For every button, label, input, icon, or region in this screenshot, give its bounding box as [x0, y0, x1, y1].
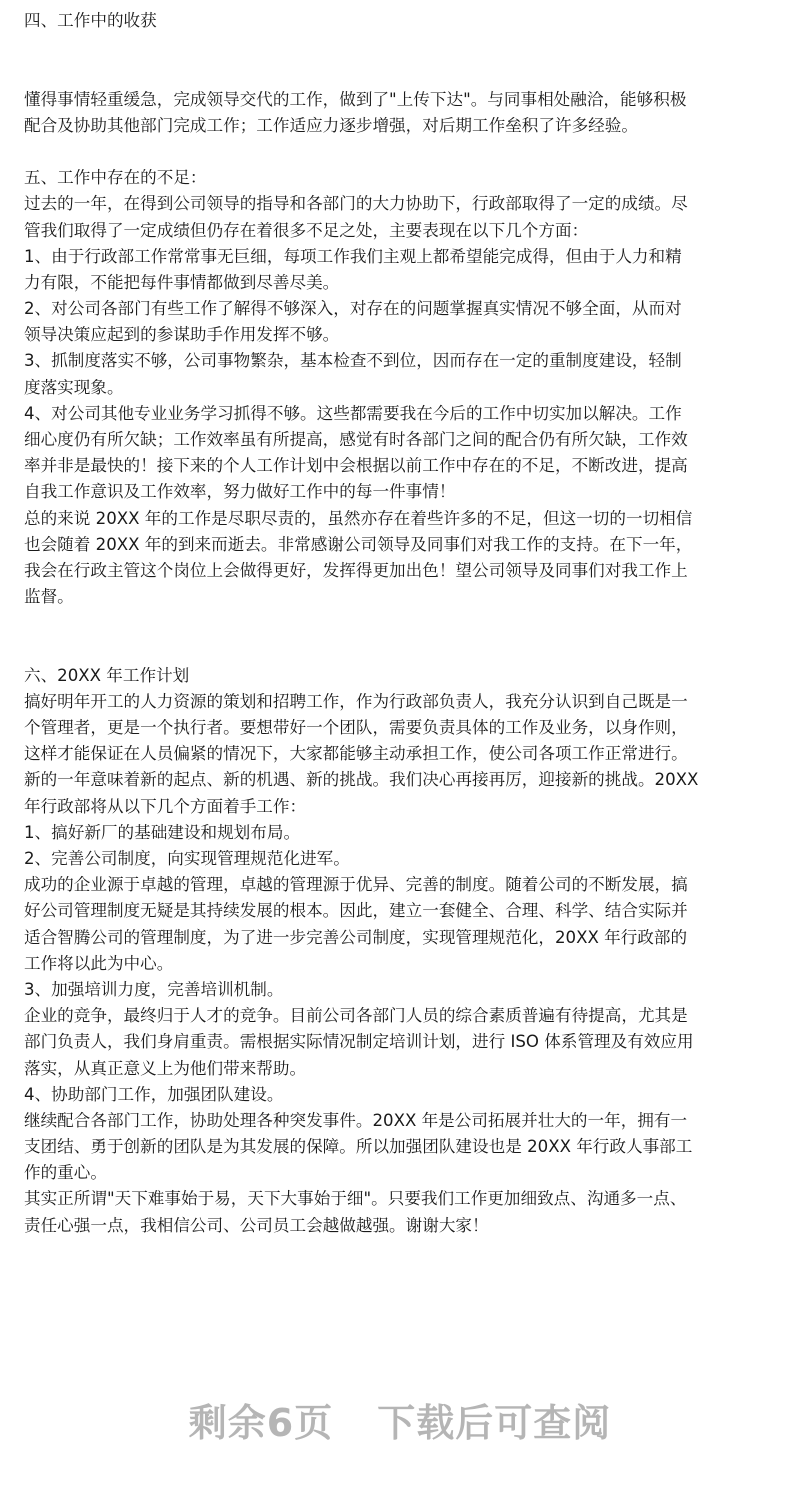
text-line: 我会在行政主管这个岗位上会做得更好，发挥得更加出色！望公司领导及同事们对我工作上	[24, 560, 688, 580]
text-line: 作的重心。	[24, 1163, 107, 1183]
text-line: 支团结、勇于创新的团队是为其发展的保障。所以加强团队建设也是 20XX 年行政人事部工	[24, 1137, 693, 1157]
text-line: 细心度仍有所欠缺；工作效率虽有所提高，感觉有时各部门之间的配合仍有所欠缺，工作效	[24, 430, 688, 450]
text-line: 企业的竞争，最终归于人才的竞争。目前公司各部门人员的综合素质普遍有待提高，尤其是	[24, 1006, 688, 1026]
text-line: 管我们取得了一定成绩但仍存在着很多不足之处，主要表现在以下几个方面：	[24, 220, 589, 240]
spacer	[24, 34, 780, 86]
text-line: 个管理者，更是一个执行者。要想带好一个团队，需要负责具体的工作及业务，以身作则，	[24, 718, 688, 738]
text-line: 自我工作意识及工作效率，努力做好工作中的每一件事情！	[24, 482, 456, 502]
text-line: 2、对公司各部门有些工作了解得不够深入，对存在的问题掌握真实情况不够全面，从而对	[24, 299, 682, 319]
spacer	[24, 610, 780, 662]
download-to-view-label: 下载后可查阅	[377, 1401, 612, 1445]
spacer	[24, 139, 780, 165]
text-line: 1、搞好新厂的基础建设和规划布局。	[24, 822, 301, 842]
text-line: 懂得事情轻重缓急，完成领导交代的工作，做到了"上传下达"。与同事相处融洽，能够积极	[24, 89, 687, 109]
text-line: 2、完善公司制度，向实现管理规范化进军。	[24, 849, 350, 869]
text-line: 适合智腾公司的管理制度，为了进一步完善公司制度，实现管理规范化，20XX 年行政部的	[24, 927, 688, 947]
text-line: 力有限，不能把每件事情都做到尽善尽美。	[24, 272, 340, 292]
text-line: 过去的一年，在得到公司领导的指导和各部门的大力协助下，行政部取得了一定的成绩。尽	[24, 194, 688, 214]
text-line: 率并非是最快的！接下来的个人工作计划中会根据以前工作中存在的不足，不断改进，提高	[24, 456, 688, 476]
section5-heading: 五、工作中存在的不足：	[24, 168, 207, 188]
text-line: 成功的企业源于卓越的管理，卓越的管理源于优异、完善的制度。随着公司的不断发展，搞	[24, 875, 688, 895]
text-line: 工作将以此为中心。	[24, 953, 174, 973]
section4-paragraph	[24, 87, 780, 139]
text-line: 4、协助部门工作，加强团队建设。	[24, 1084, 284, 1104]
text-line: 领导决策应起到的参谋助手作用发挥不够。	[24, 325, 340, 345]
text-line: 好公司管理制度无疑是其持续发展的根本。因此，建立一套健全、合理、科学、结合实际并	[24, 901, 688, 921]
remaining-pages-label: 剩余6页	[188, 1401, 334, 1445]
text-line: 度落实现象。	[24, 377, 124, 397]
text-line: 配合及协助其他部门完成工作；工作适应力逐步增强，对后期工作垒积了许多经验。	[24, 115, 638, 135]
text-line: 1、由于行政部工作常常事无巨细，每项工作我们主观上都希望能完成得，但由于人力和精	[24, 246, 682, 266]
text-line: 这样才能保证在人员偏紧的情况下，大家都能够主动承担工作，使公司各项工作正常进行。	[24, 744, 688, 764]
text-line: 年行政部将从以下几个方面着手工作：	[24, 796, 307, 816]
text-line: 也会随着 20XX 年的到来而逝去。非常感谢公司领导及同事们对我工作的支持。在下一年，	[24, 534, 693, 554]
text-line: 总的来说 20XX 年的工作是尽职尽责的，虽然亦存在着些许多的不足，但这一切的一切相信	[24, 508, 693, 528]
text-line: 责任心强一点，我相信公司、公司员工会越做越强。谢谢大家！	[24, 1215, 489, 1235]
text-line: 4、对公司其他专业业务学习抓得不够。这些都需要我在今后的工作中切实加以解决。工作	[24, 403, 682, 423]
download-banner[interactable]	[0, 1392, 800, 1447]
document-body	[24, 8, 780, 1239]
section6-paragraph	[24, 689, 780, 1239]
text-line: 3、抓制度落实不够，公司事物繁杂，基本检查不到位，因而存在一定的重制度建设，轻制	[24, 351, 682, 371]
text-line: 3、加强培训力度，完善培训机制。	[24, 979, 284, 999]
text-line: 其实正所谓"天下难事始于易，天下大事始于细"。只要我们工作更加细致点、沟通多一点、	[24, 1189, 687, 1209]
text-line: 部门负责人，我们身肩重责。需根据实际情况制定培训计划，进行 ISO 体系管理及有效应用	[24, 1032, 694, 1052]
section6-heading: 六、20XX 年工作计划	[24, 665, 190, 685]
section5-paragraph	[24, 191, 780, 610]
text-line: 搞好明年开工的人力资源的策划和招聘工作，作为行政部负责人，我充分认识到自己既是一	[24, 691, 688, 711]
text-line: 继续配合各部门工作，协助处理各种突发事件。20XX 年是公司拓展并壮大的一年，拥有一	[24, 1110, 688, 1130]
text-line: 监督。	[24, 587, 74, 607]
text-line: 新的一年意味着新的起点、新的机遇、新的挑战。我们决心再接再厉，迎接新的挑战。20XX	[24, 770, 699, 790]
text-line: 落实，从真正意义上为他们带来帮助。	[24, 1058, 307, 1078]
section4-heading: 四、工作中的收获	[24, 11, 157, 30]
